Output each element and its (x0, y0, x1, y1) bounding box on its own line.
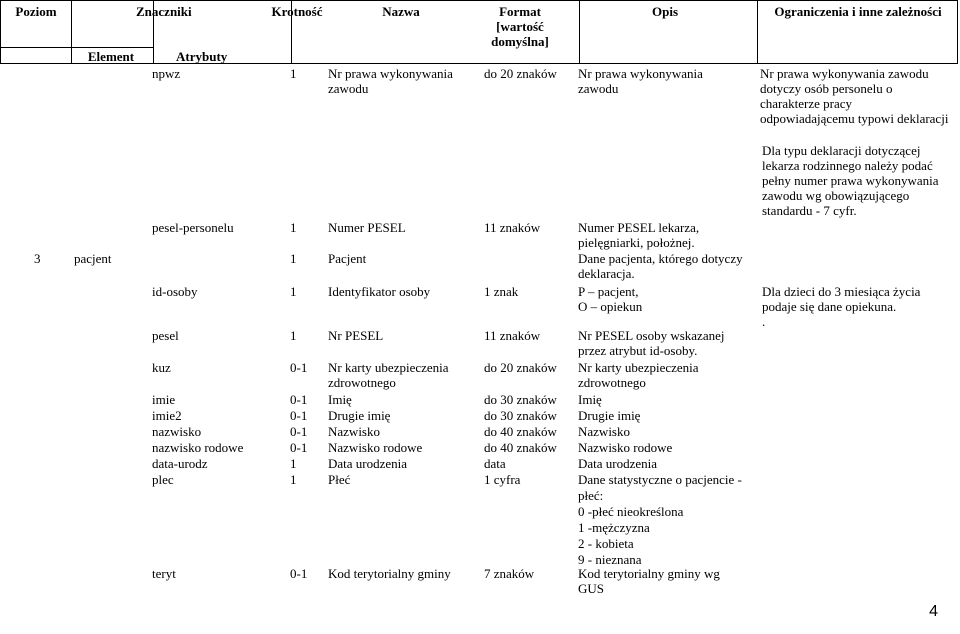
opis-id-osoby: P – pacjent, O – opiekun (578, 284, 643, 314)
krotnosc-pesel: 1 (290, 328, 297, 343)
nazwa-nazwisko-rodowe: Nazwisko rodowe (328, 440, 423, 455)
element-pacjent: pacjent (74, 251, 112, 266)
attr-plec: plec (152, 472, 174, 487)
header-atrybuty: Atrybuty (176, 49, 228, 64)
format-id-osoby: 1 znak (484, 284, 519, 299)
nazwa-data-urodz: Data urodzenia (328, 456, 408, 471)
attr-teryt: teryt (152, 566, 176, 581)
header-element: Element (87, 49, 135, 64)
attr-kuz: kuz (152, 360, 171, 375)
krotnosc-pesel-personelu: 1 (290, 220, 297, 235)
attr-npwz: npwz (152, 66, 181, 81)
format-imie2: do 30 znaków (484, 408, 557, 423)
nazwa-nazwisko: Nazwisko (328, 424, 380, 439)
format-plec: 1 cyfra (484, 472, 521, 487)
poziom-pacjent: 3 (34, 251, 41, 266)
nazwa-imie2: Drugie imię (328, 408, 391, 423)
format-pesel-personelu: 11 znaków (484, 220, 541, 235)
format-pesel: 11 znaków (484, 328, 541, 343)
attr-data-urodz: data-urodz (152, 456, 208, 471)
format-imie: do 30 znaków (484, 392, 557, 407)
opis-nazwisko: Nazwisko (578, 424, 630, 439)
header-divider (757, 1, 758, 63)
nazwa-pacjent: Pacjent (328, 251, 367, 266)
opis-pesel: Nr PESEL osoby wskazanej przez atrybut id-osoby. (578, 328, 725, 358)
attr-id-osoby: id-osoby (152, 284, 198, 299)
header-divider (579, 1, 580, 63)
attr-nazwisko-rodowe: nazwisko rodowe (152, 440, 244, 455)
krotnosc-imie2: 0-1 (290, 408, 308, 423)
ograniczenia-npwz-note: Dla typu deklaracji dotyczącej lekarza rodzinnego należy podać pełny numer prawa wykonywania zawodu wg obowiązującego standardu - 7 cyfr. (762, 143, 939, 218)
format-data-urodz: data (484, 456, 506, 471)
krotnosc-npwz: 1 (290, 66, 297, 81)
nazwa-id-osoby: Identyfikator osoby (328, 284, 431, 299)
header-krotnosc: Krotność (271, 4, 323, 19)
header-nazwa: Nazwa (382, 4, 420, 19)
ograniczenia-npwz: Nr prawa wykonywania zawodu dotyczy osób personelu o charakterze pracy odpowiadającemu typowi deklaracji (760, 66, 949, 126)
opis-plec: Dane statystyczne o pacjencie - płeć: 0 -płeć nieokreślona 1 -mężczyzna 2 - kobieta 9 - nieznana (578, 472, 742, 567)
header-poziom: Poziom (15, 4, 57, 19)
header-znaczniki: Znaczniki (136, 4, 192, 19)
opis-imie: Imię (578, 392, 602, 407)
format-kuz: do 20 znaków (484, 360, 557, 375)
krotnosc-nazwisko: 0-1 (290, 424, 308, 439)
ograniczenia-id-osoby: Dla dzieci do 3 miesiąca życia podaje się dane opiekuna. . (762, 284, 921, 329)
header-ograniczenia: Ograniczenia i inne zależności (774, 4, 942, 19)
krotnosc-kuz: 0-1 (290, 360, 308, 375)
header-subdivider (1, 47, 153, 48)
opis-imie2: Drugie imię (578, 408, 641, 423)
format-nazwisko-rodowe: do 40 znaków (484, 440, 557, 455)
nazwa-teryt: Kod terytorialny gminy (328, 566, 451, 581)
krotnosc-imie: 0-1 (290, 392, 308, 407)
krotnosc-teryt: 0-1 (290, 566, 308, 581)
nazwa-kuz: Nr karty ubezpieczenia zdrowotnego (328, 360, 449, 390)
format-teryt: 7 znaków (484, 566, 535, 581)
krotnosc-pacjent: 1 (290, 251, 297, 266)
nazwa-plec: Płeć (328, 472, 351, 487)
attr-pesel-personelu: pesel-personelu (152, 220, 234, 235)
attr-imie2: imie2 (152, 408, 182, 423)
format-nazwisko: do 40 znaków (484, 424, 557, 439)
krotnosc-nazwisko-rodowe: 0-1 (290, 440, 308, 455)
opis-npwz: Nr prawa wykonywania zawodu (578, 66, 703, 96)
opis-kuz: Nr karty ubezpieczenia zdrowotnego (578, 360, 699, 390)
opis-nazwisko-rodowe: Nazwisko rodowe (578, 440, 673, 455)
krotnosc-plec: 1 (290, 472, 297, 487)
page-number: 4 (929, 603, 938, 620)
attr-pesel: pesel (152, 328, 179, 343)
opis-teryt: Kod terytorialny gminy wg GUS (578, 566, 720, 596)
opis-data-urodz: Data urodzenia (578, 456, 658, 471)
opis-pesel-personelu: Numer PESEL lekarza, pielęgniarki, położnej. (578, 220, 700, 250)
nazwa-pesel-personelu: Numer PESEL (328, 220, 406, 235)
krotnosc-data-urodz: 1 (290, 456, 297, 471)
opis-pacjent: Dane pacjenta, którego dotyczy deklaracja. (578, 251, 743, 281)
krotnosc-id-osoby: 1 (290, 284, 297, 299)
nazwa-pesel: Nr PESEL (328, 328, 384, 343)
format-npwz: do 20 znaków (484, 66, 557, 81)
nazwa-imie: Imię (328, 392, 352, 407)
header-opis: Opis (651, 4, 678, 19)
header-format: Format [wartość domyślna] (491, 4, 549, 49)
attr-imie: imie (152, 392, 176, 407)
attr-nazwisko: nazwisko (152, 424, 202, 439)
nazwa-npwz: Nr prawa wykonywania zawodu (328, 66, 453, 96)
